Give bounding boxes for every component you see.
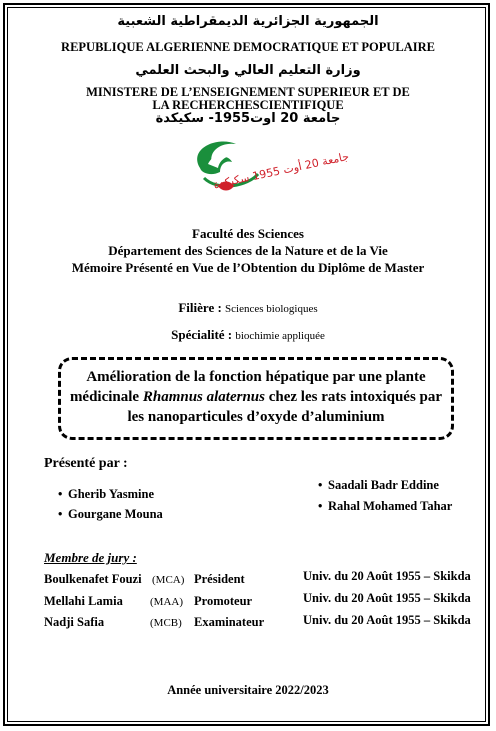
logo-text: جامعة 20 أوت 1955 سكيكدة: [212, 149, 351, 192]
student-name: • Gherib Yasmine: [58, 487, 154, 502]
filiere-value: Sciences biologiques: [225, 303, 318, 315]
arabic-ministry-heading: وزارة التعليم العالي والبحث العلمي: [135, 63, 361, 78]
jury-member-affiliation: Univ. du 20 Août 1955 – Skikda: [303, 591, 471, 605]
jury-member-grade: (MCA): [152, 574, 185, 586]
department-name: Département des Sciences de la Nature et de la Vie: [108, 243, 388, 258]
jury-member-role: Promoteur: [194, 594, 253, 608]
jury-member-role: Examinateur: [194, 615, 265, 629]
student-name: • Rahal Mohamed Tahar: [318, 499, 452, 514]
arabic-university-heading: جامعة 20 اوت1955- سكيكدة: [155, 111, 341, 126]
jury-member-role: Président: [194, 572, 245, 586]
jury-member-name: Boulkenafet Fouzi: [44, 572, 142, 586]
jury-member-affiliation: Univ. du 20 Août 1955 – Skikda: [303, 613, 471, 627]
thesis-title-part1: Amélioration de la fonction hépatique par une plante médicinale: [69, 369, 426, 405]
student-name: • Gourgane Mouna: [58, 507, 163, 522]
faculty-name: Faculté des Sciences: [192, 226, 304, 241]
specialite-label: Spécialité :: [171, 327, 233, 342]
ministry-heading-line1: MINISTERE DE L’ENSEIGNEMENT SUPERIEUR ET DE: [86, 85, 410, 99]
thesis-purpose: Mémoire Présenté en Vue de l’Obtention du Diplôme de Master: [71, 260, 425, 275]
student-name: • Saadali Badr Eddine: [318, 478, 439, 493]
thesis-title-species: Rhamnus alaternus: [142, 389, 265, 405]
jury-label: Membre de jury :: [44, 550, 137, 565]
ministry-heading-line2: LA RECHERCHESCIENTIFIQUE: [152, 98, 344, 112]
university-logo: [178, 134, 351, 198]
filiere-line: [0, 300, 496, 316]
presented-by-label: Présenté par :: [44, 456, 128, 471]
thesis-title-part2: chez les rats intoxiqués par les nanoparticules d’oxyde d’aluminium: [127, 389, 443, 425]
academic-year: Année universitaire 2022/2023: [167, 683, 329, 697]
jury-member-grade: (MCB): [150, 617, 182, 629]
thesis-title-box: [58, 357, 454, 440]
jury-member-affiliation: Univ. du 20 Août 1955 – Skikda: [303, 569, 471, 583]
specialite-value: biochimie appliquée: [235, 330, 325, 342]
arabic-republic-heading: الجمهورية الجزائرية الديمقراطية الشعبية: [117, 14, 379, 29]
filiere-label: Filière :: [178, 300, 222, 315]
jury-member-name: Mellahi Lamia: [44, 594, 123, 608]
jury-member-grade: (MAA): [150, 596, 183, 608]
specialite-line: [0, 327, 496, 343]
republic-heading: REPUBLIQUE ALGERIENNE DEMOCRATIQUE ET POPULAIRE: [61, 40, 435, 54]
jury-member-name: Nadji Safia: [44, 615, 105, 629]
